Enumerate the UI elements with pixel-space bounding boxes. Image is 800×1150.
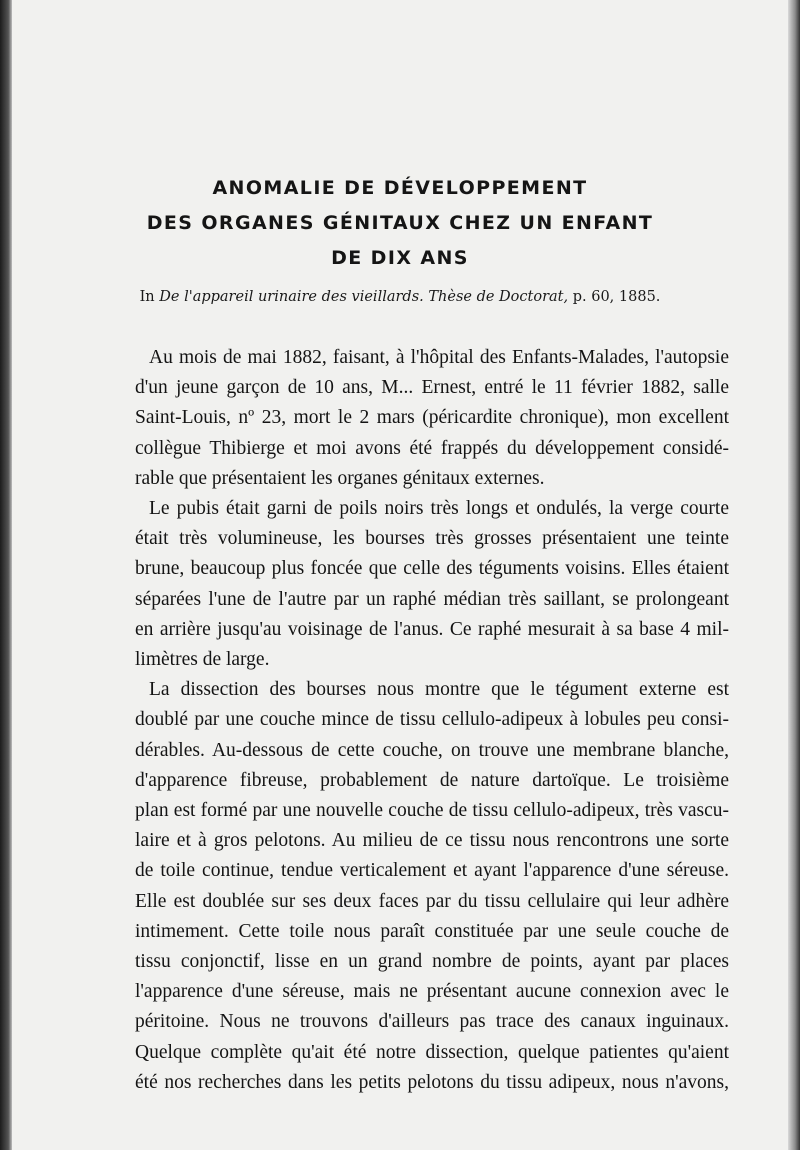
paragraph-2 xyxy=(135,494,729,675)
paragraph-line: en arrière jusqu'au voisinage de l'anus. Ce raphé mesurait à sa base 4 mil- xyxy=(135,618,729,640)
paragraph-line: été nos recherches dans les petits pelotons du tissu adipeux, nous n'avons, xyxy=(135,1071,729,1093)
paragraph-line: intimement. Cette toile nous paraît constituée par une seule couche de xyxy=(135,920,729,942)
title-line-1: ANOMALIE DE DÉVELOPPEMENT xyxy=(212,177,588,199)
paragraph-line: dérables. Au-dessous de cette couche, on trouve une membrane blanche, xyxy=(135,739,729,761)
paragraph-line: limètres de large. xyxy=(135,649,270,671)
citation-suffix: p. 60, 1885. xyxy=(568,289,661,305)
paragraph-line: La dissection des bourses nous montre que le tégument externe est xyxy=(149,679,729,701)
paragraph-line: d'apparence fibreuse, probablement de nature dartoïque. Le troisième xyxy=(135,769,729,791)
paragraph-line: Saint-Louis, nº 23, mort le 2 mars (péricardite chronique), mon excellent xyxy=(135,407,729,429)
paragraph-3 xyxy=(135,675,729,1098)
paragraph-line: séparées l'une de l'autre par un raphé médian très saillant, se prolongeant xyxy=(135,588,729,610)
paragraph-line: péritoine. Nous ne trouvons d'ailleurs pas trace des canaux inguinaux. xyxy=(135,1011,729,1033)
paragraph-line: plan est formé par une nouvelle couche de tissu cellulo-adipeux, très vascu- xyxy=(135,800,729,822)
title-line-2: DES ORGANES GÉNITAUX CHEZ UN ENFANT xyxy=(146,212,654,234)
title-line-3: DE DIX ANS xyxy=(331,247,469,269)
page-left-edge-shadow xyxy=(0,0,12,1150)
paragraph-line: Elle est doublée sur ses deux faces par du tissu cellulaire qui leur adhère xyxy=(135,890,729,912)
body-text xyxy=(135,343,729,1098)
paragraph-line: collègue Thibierge et moi avons été frappés du développement considé- xyxy=(135,437,729,459)
paragraph-line: l'apparence d'une séreuse, mais ne présentant aucune connexion avec le xyxy=(135,981,729,1003)
paragraph-line: Quelque complète qu'ait été notre dissection, quelque patientes qu'aient xyxy=(135,1041,729,1063)
paragraph-line: doublé par une couche mince de tissu cellulo-adipeux à lobules peu consi- xyxy=(135,709,729,731)
paragraph-line: de toile continue, tendue verticalement et ayant l'apparence d'une séreuse. xyxy=(135,860,729,882)
page-right-edge-shadow xyxy=(788,0,800,1150)
citation-prefix: In xyxy=(139,289,160,305)
paragraph-line: brune, beaucoup plus foncée que celle des téguments voisins. Elles étaient xyxy=(135,558,729,580)
document-page xyxy=(12,0,788,1150)
paragraph-line: d'un jeune garçon de 10 ans, M... Ernest, entré le 11 février 1882, salle xyxy=(135,377,729,399)
paragraph-line: Le pubis était garni de poils noirs très longs et ondulés, la verge courte xyxy=(149,498,729,520)
paragraph-line: tissu conjonctif, lisse en un grand nombre de points, ayant par places xyxy=(135,951,729,973)
paragraph-line: Au mois de mai 1882, faisant, à l'hôpital des Enfants-Malades, l'autopsie xyxy=(149,347,729,368)
paragraph-1 xyxy=(135,343,729,494)
citation-work: De l'appareil urinaire des vieillards. Thèse de Doctorat, xyxy=(159,289,569,305)
paragraph-line: rable que présentaient les organes génitaux externes. xyxy=(135,467,545,489)
citation xyxy=(12,289,788,305)
paragraph-line: laire et à gros pelotons. Au milieu de ce tissu nous rencontrons une sorte xyxy=(135,830,729,852)
paragraph-line: était très volumineuse, les bourses très grosses présentaient une teinte xyxy=(135,528,729,550)
